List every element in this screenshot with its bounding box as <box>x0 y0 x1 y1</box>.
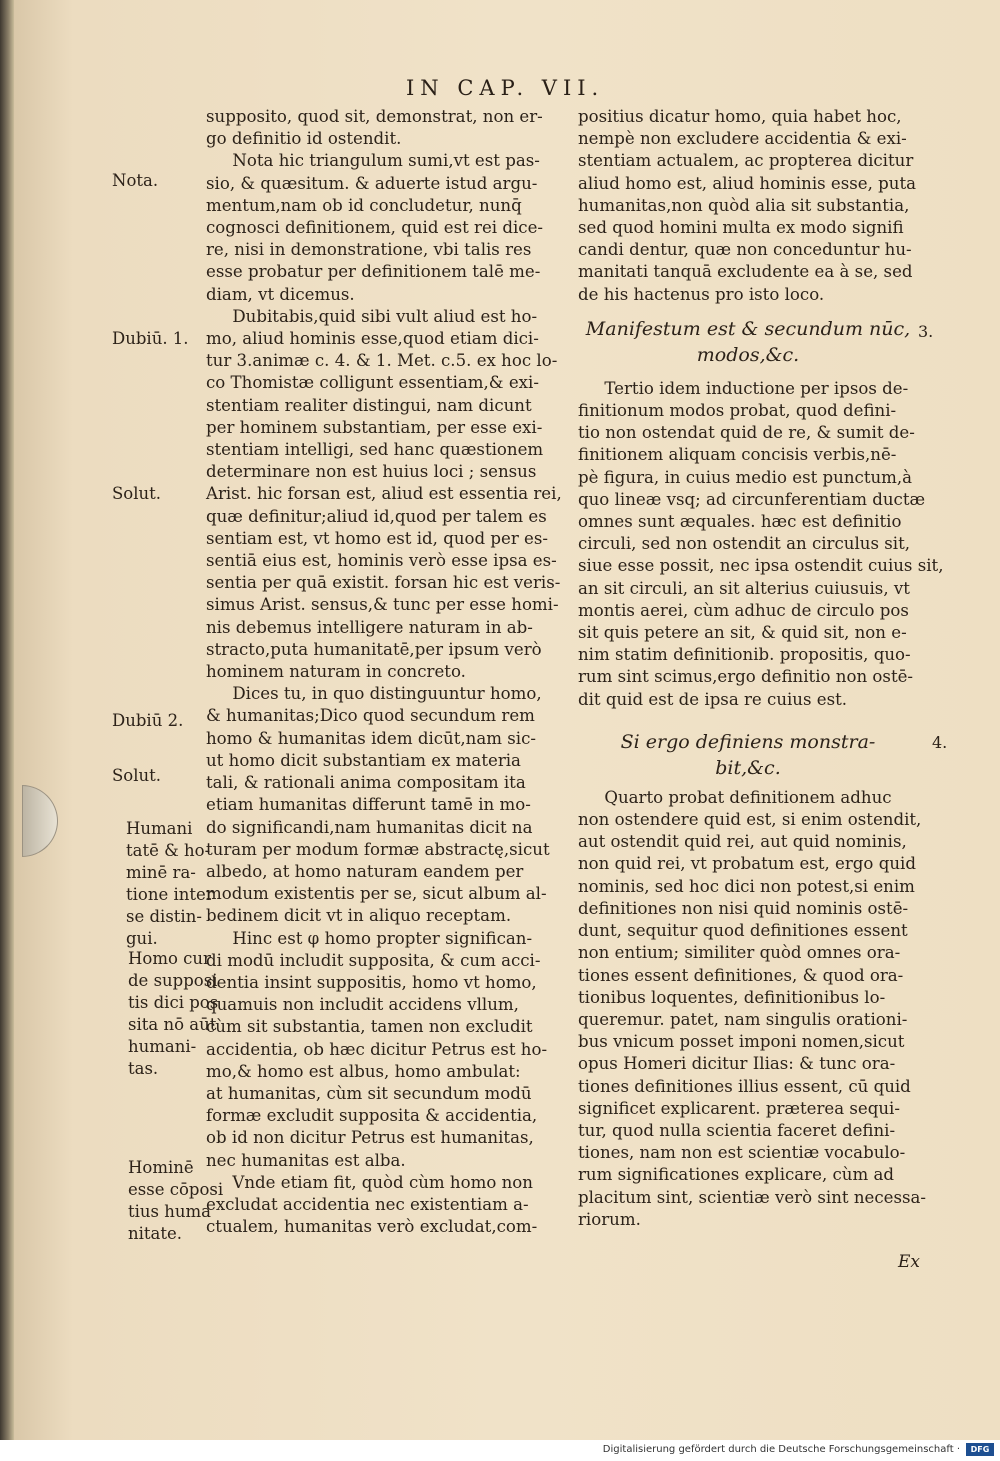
right-column-line: opus Homeri dicitur Ilias: & tunc ora- <box>578 1054 896 1074</box>
left-column-line: esse probatur per definitionem talē me- <box>206 262 541 282</box>
left-column-line: excludat accidentia nec existentiam a- <box>206 1194 529 1214</box>
margin-note-nota: Nota. <box>112 171 159 190</box>
right-column-line: non quid rei, vt probatum est, ergo quid <box>578 854 916 874</box>
left-column-line: sentiam est, vt homo est id, quod per es- <box>206 528 548 548</box>
left-column-line: hominem naturam in concreto. <box>206 662 466 682</box>
right-column-line: finitionum modos probat, quod defini- <box>578 401 897 421</box>
right-column-line: humanitas,non quòd alia sit substantia, <box>578 195 910 215</box>
left-column-line: Dices tu, in quo distinguuntur homo, <box>206 684 542 704</box>
left-column-line: albedo, at homo naturam eandem per <box>206 861 524 881</box>
left-column-line: ctualem, humanitas verò excludat,com- <box>206 1217 538 1237</box>
right-column-line: sit quis petere an sit, & quid sit, non e- <box>578 623 907 643</box>
left-column-line: ob id non dicitur Petrus est humanitas, <box>206 1128 534 1148</box>
left-column-line: sentia per quā existit. forsan hic est veris- <box>206 573 561 593</box>
right-column-line: circuli, sed non ostendit an circulus sit, <box>578 534 911 554</box>
right-column-line: positius dicatur homo, quia habet hoc, <box>578 107 902 126</box>
left-column-line: modum existentis per se, sicut album al- <box>206 884 547 904</box>
footer-bar <box>0 1440 1000 1461</box>
margin-note-dubium-2: Dubiū 2. <box>112 711 184 730</box>
right-column-line: montis aerei, cùm adhuc de circulo pos <box>578 600 909 620</box>
left-column-line: & humanitas;Dico quod secundum rem <box>206 706 535 726</box>
left-column-line: accidentia, ob hæc dicitur Petrus est ho- <box>206 1039 548 1059</box>
section-heading-3: Manifestum est & secundum nūc, modos,&c. <box>585 317 911 366</box>
right-column-line: candi dentur, quæ non conceduntur hu- <box>578 240 912 260</box>
dfg-logo: DFG <box>966 1443 994 1456</box>
funding-credit: Digitalisierung gefördert durch die Deutsche Forschungsgemeinschaft · <box>602 1444 960 1455</box>
right-column-line: nempè non excludere accidentia & exi- <box>578 129 907 149</box>
left-column-line: Dubitabis,quid sibi vult aliud est ho- <box>206 306 538 326</box>
left-column-line: nec humanitas est alba. <box>206 1150 406 1170</box>
section-heading-4: Si ergo definiens monstra- bit,&c. <box>620 730 876 779</box>
left-column-line: go definitio id ostendit. <box>206 129 402 149</box>
right-column-line: definitiones non nisi quid nominis ostē- <box>578 898 909 918</box>
left-column-line: homo & humanitas idem dicūt,nam sic- <box>206 728 536 748</box>
left-column-line: per hominem substantiam, per esse exi- <box>206 417 543 437</box>
catchword: Ex <box>898 1252 920 1272</box>
right-column-line: tiones essent definitiones, & quod ora- <box>578 965 904 985</box>
left-column-line: determinare non est huius loci ; sensus <box>206 462 537 482</box>
book-spine <box>0 0 14 1440</box>
margin-note-humanitate: Humani tatē & ho- minē ra- tione inter se distin- gui. <box>126 819 214 948</box>
right-column-line: tiones, nam non est scientiæ vocabulo- <box>578 1143 906 1163</box>
right-column-line: non entium; similiter quòd omnes ora- <box>578 943 901 963</box>
left-column-line: stracto,puta humanitatē,per ipsum verò <box>206 639 542 659</box>
left-column-line: sentiā eius est, hominis verò esse ipsa es- <box>206 551 557 571</box>
right-text-column <box>578 106 944 1231</box>
left-column-line: re, nisi in demonstratione, vbi talis res <box>206 240 532 260</box>
left-column-line: quæ definitur;aliud id,quod per talem es <box>206 506 547 526</box>
right-column-line: aut ostendit quid rei, aut quid nominis, <box>578 832 907 852</box>
right-column-line: rum sint scimus,ergo definitio non ostē- <box>578 667 914 687</box>
margin-note-hominem: Hominē esse cōposi tius huma nitate. <box>128 1158 224 1243</box>
section-marker-3: 3. <box>918 322 934 341</box>
right-column-line: nim statim definitionib. propositis, quo- <box>578 645 911 665</box>
left-column-line: sio, & quæsitum. & aduerte istud argu- <box>206 173 538 193</box>
right-column-line: pè figura, in cuius medio est punctum,à <box>578 467 913 487</box>
margin-note-solut-1: Solut. <box>112 484 162 503</box>
margin-note-dubium-1: Dubiū. 1. <box>112 329 189 348</box>
left-column-line: co Thomistæ colligunt essentiam,& exi- <box>206 373 539 393</box>
left-column-line: bedinem dicit vt in aliquo receptam. <box>206 906 512 926</box>
left-column-line: nis debemus intelligere naturam in ab- <box>206 617 533 637</box>
right-column-line: tionibus loquentes, definitionibus lo- <box>578 987 886 1007</box>
left-column-line: mo, aliud hominis esse,quod etiam dici- <box>206 329 539 349</box>
left-text-column <box>206 106 578 1238</box>
left-column-line: at humanitas, cùm sit secundum modū <box>206 1083 532 1103</box>
right-column-line: dunt, sequitur quod definitiones essent <box>578 921 908 941</box>
right-column-line: nominis, sed hoc dici non potest,si enim <box>578 876 915 896</box>
running-head: IN CAP. VII. <box>406 76 605 100</box>
left-column-line: ut homo dicit substantiam ex materia <box>206 750 521 770</box>
right-column-line: tio non ostendat quid de re, & sumit de- <box>578 423 915 443</box>
right-column-line: de his hactenus pro isto loco. <box>578 284 825 304</box>
right-column-line: significet explicarent. præterea sequi- <box>578 1098 900 1118</box>
right-column-line: dit quid est de ipsa re cuius est. <box>578 689 848 709</box>
right-column-line: queremur. patet, nam singulis orationi- <box>578 1009 908 1029</box>
right-column-line: bus vnicum posset imponi nomen,sicut <box>578 1032 905 1052</box>
section-marker-4: 4. <box>932 733 948 752</box>
left-column-line: Nota hic triangulum sumi,vt est pas- <box>206 151 540 171</box>
left-column-line: Hinc est φ homo propter significan- <box>206 928 533 948</box>
left-column-line: tali, & rationali anima compositam ita <box>206 773 526 793</box>
left-column-line: formæ excludit supposita & accidentia, <box>206 1106 538 1126</box>
right-column-line: an sit circuli, an sit alterius cuiusuis, vt <box>578 578 910 598</box>
left-column-line: stentiam realiter distingui, nam dicunt <box>206 395 532 415</box>
right-column-line: aliud homo est, aliud hominis esse, puta <box>578 173 917 193</box>
right-column-line: non ostendere quid est, si enim ostendit, <box>578 810 922 830</box>
right-column-line: omnes sunt æquales. hæc est definitio <box>578 512 902 532</box>
left-column-line: do significandi,nam humanitas dicit na <box>206 817 533 837</box>
left-column-line: di modū includit supposita, & cum acci- <box>206 950 541 970</box>
left-column-line: Vnde etiam fit, quòd cùm homo non <box>206 1172 533 1192</box>
left-column-line: quamuis non includit accidens vllum, <box>206 995 519 1015</box>
right-column-line: tiones definitiones illius essent, cū quid <box>578 1076 911 1096</box>
left-column-line: tur 3.animæ c. 4. & 1. Met. c.5. ex hoc lo- <box>206 351 558 371</box>
left-column-line: stentiam intelligi, sed hanc quæstionem <box>206 440 544 460</box>
left-column-line: Arist. hic forsan est, aliud est essentia rei, <box>206 484 562 504</box>
margin-note-homo-cur: Homo cur de supposi tis dici pos sita nō aūt humani- tas. <box>128 949 219 1078</box>
left-column-line: turam per modum formæ abstractę,sicut <box>206 839 550 859</box>
left-column-line: mentum,nam ob id concludetur, nunq̄ <box>206 195 522 215</box>
right-column-line: quo lineæ vsq; ad circunferentiam ductæ <box>578 489 926 509</box>
right-column-line: finitionem aliquam concisis verbis,nē- <box>578 445 897 465</box>
left-column-line: supposito, quod sit, demonstrat, non er- <box>206 107 543 126</box>
left-column-line: cùm sit substantia, tamen non excludit <box>206 1017 533 1037</box>
right-column-line: placitum sint, scientiæ verò sint necessa- <box>578 1187 926 1207</box>
left-column-line: simus Arist. sensus,& tunc per esse homi- <box>206 595 559 615</box>
right-column-line: manitati tanquā excludente ea à se, sed <box>578 262 913 282</box>
left-column-line: etiam humanitas differunt tamē in mo- <box>206 795 531 815</box>
left-column-line: diam, vt dicemus. <box>206 284 355 304</box>
right-column-line: sed quod homini multa ex modo signifi <box>578 218 904 238</box>
right-column-line: tur, quod nulla scientia faceret defini- <box>578 1120 896 1140</box>
right-column-line: siue esse possit, nec ipsa ostendit cuius sit, <box>578 556 944 576</box>
page-clip <box>22 785 58 857</box>
right-column-line: Tertio idem inductione per ipsos de- <box>578 378 909 398</box>
left-column-line: dentia insint suppositis, homo vt homo, <box>206 972 537 992</box>
margin-note-solut-2: Solut. <box>112 766 162 785</box>
right-column-line: rum significationes explicare, cùm ad <box>578 1165 894 1185</box>
right-column-line: Quarto probat definitionem adhuc <box>578 787 892 807</box>
left-column-line: mo,& homo est albus, homo ambulat: <box>206 1061 521 1081</box>
left-column-line: cognosci definitionem, quid est rei dice- <box>206 218 544 238</box>
right-column-line: riorum. <box>578 1209 641 1229</box>
right-column-line: stentiam actualem, ac propterea dicitur <box>578 151 914 171</box>
